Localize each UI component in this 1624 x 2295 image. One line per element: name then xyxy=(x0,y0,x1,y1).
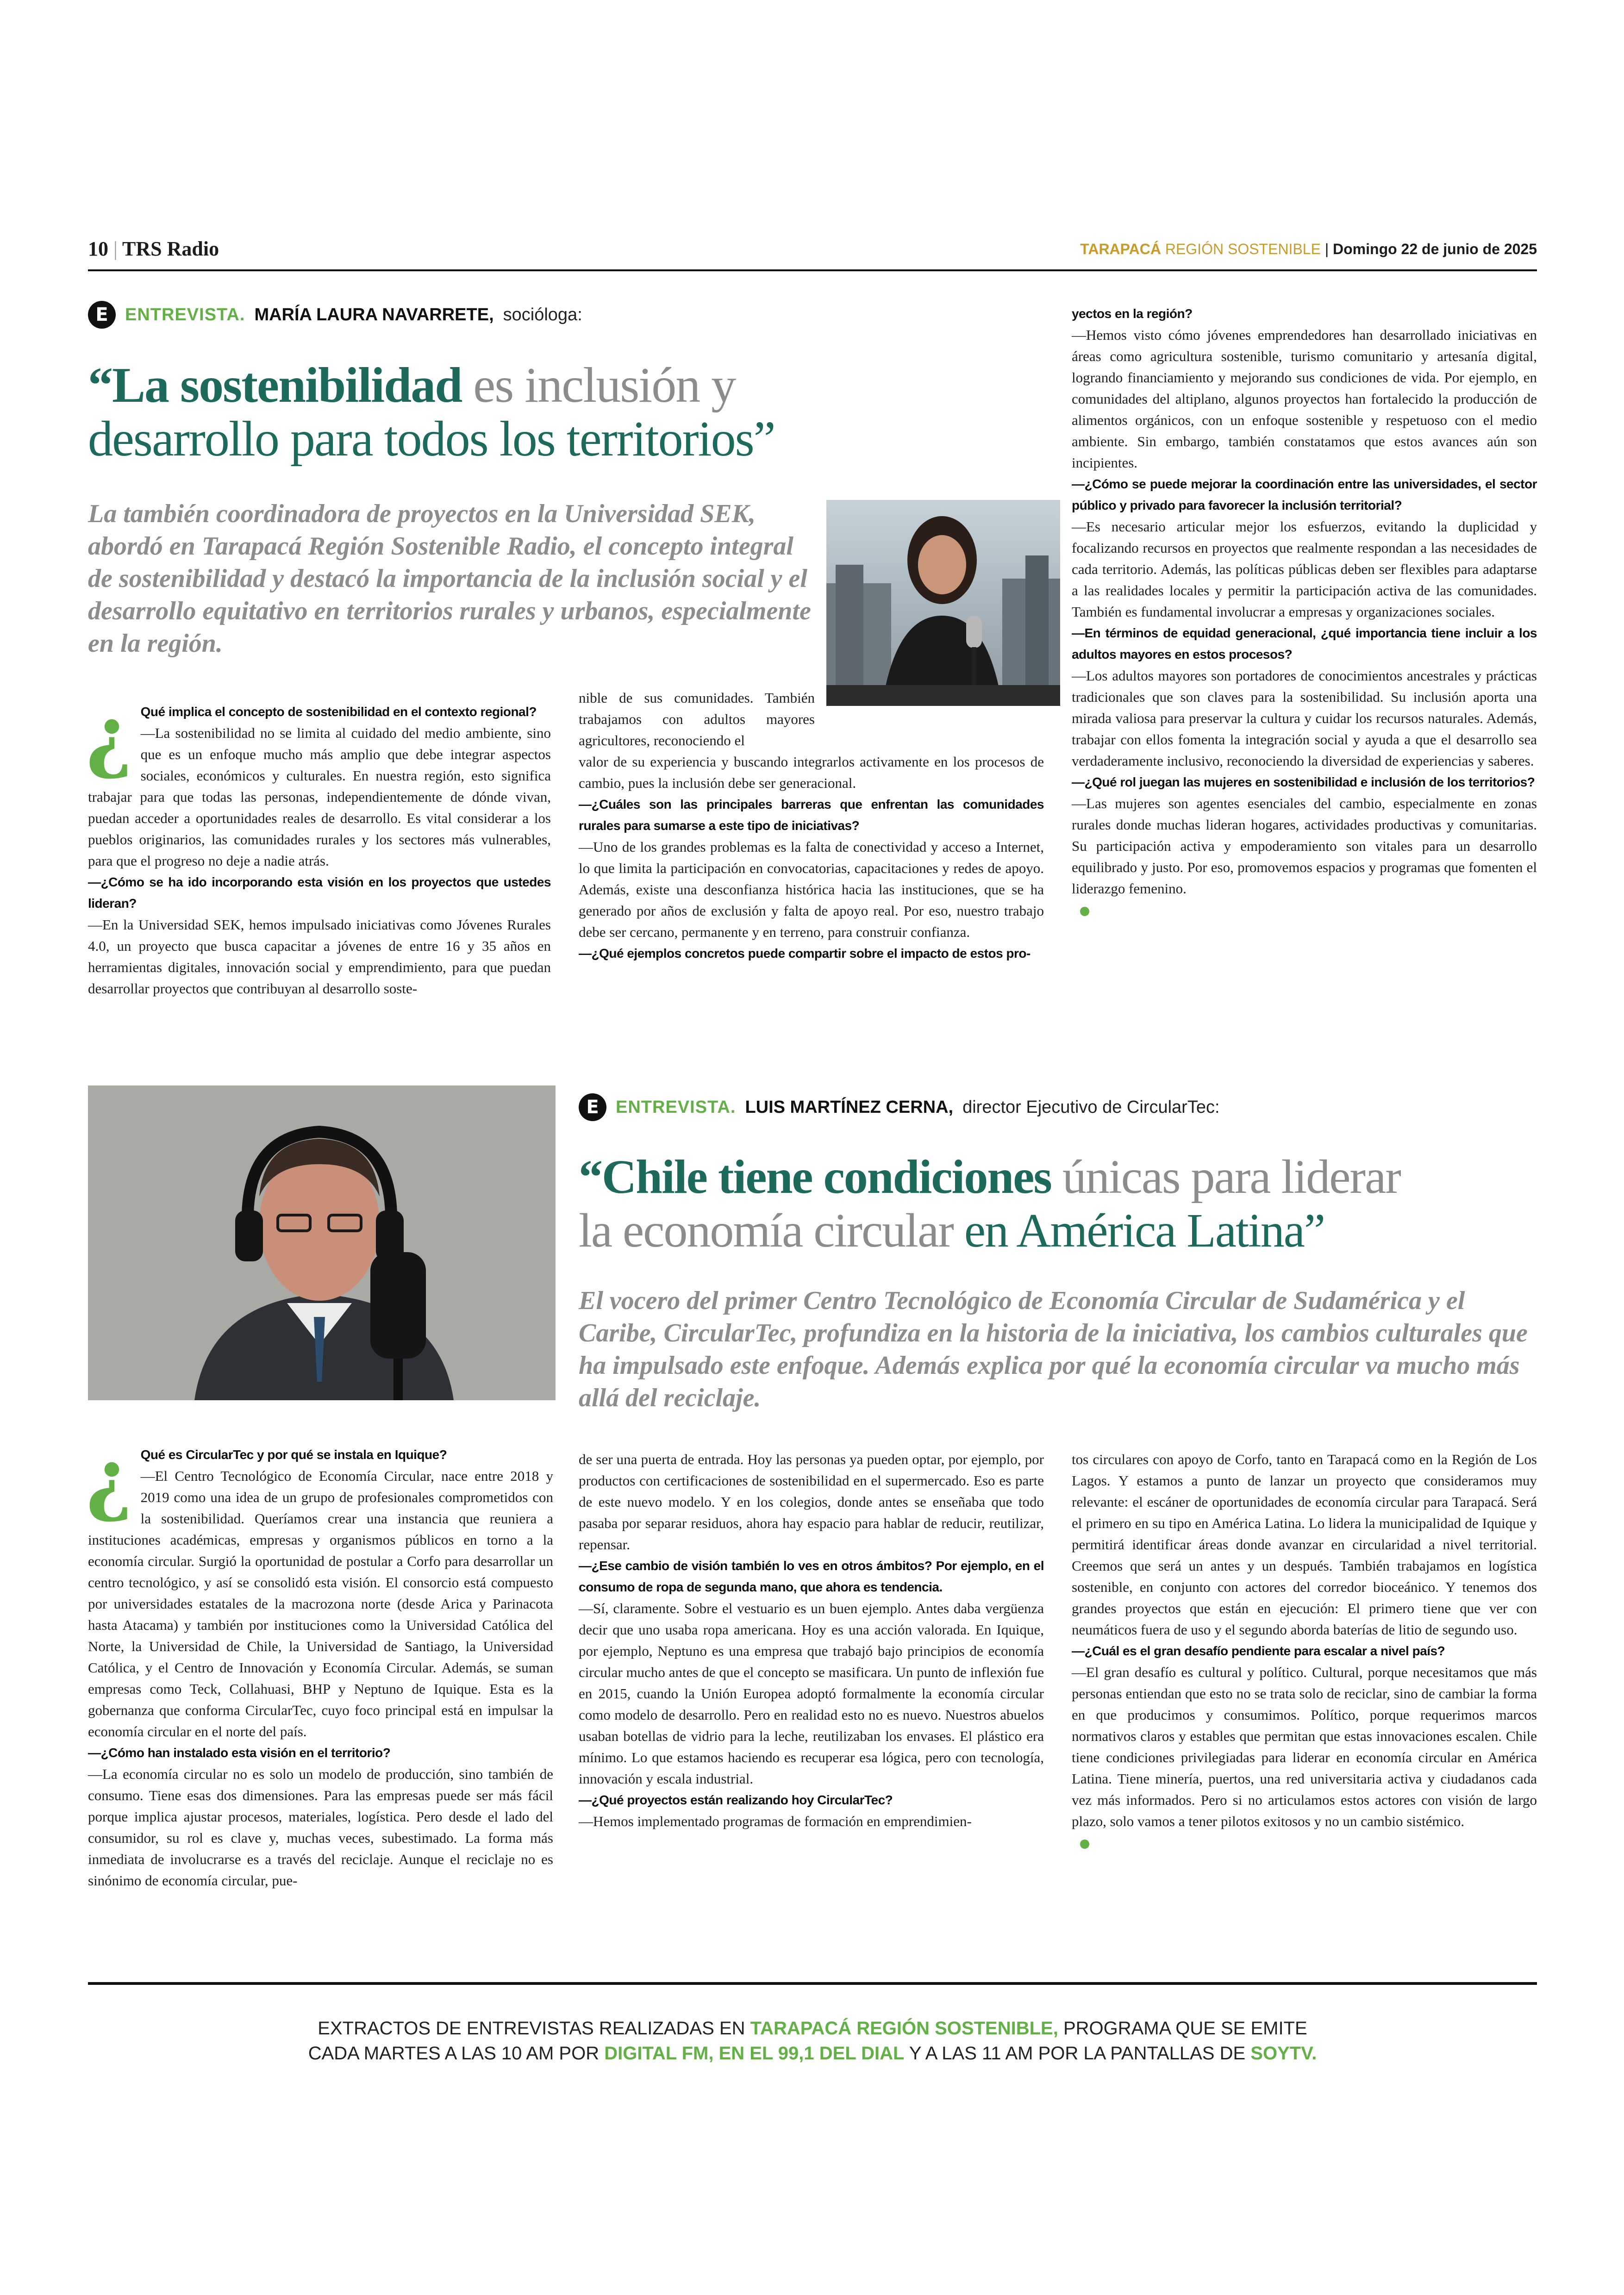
article1-headline xyxy=(88,359,1060,466)
footer-text: CADA MARTES A LAS 10 AM POR xyxy=(308,2043,600,2064)
answer: —El Centro Tecnológico de Economía Circular, nace entre 2018 y 2019 como una idea de un grupo de profesionales comprometidos con la sostenibilidad. Queríamos crear una instancia que reuniera a instituciones académicas, empresas y organismos públicos en torno a la economía circular. Surgió la oportunidad de postular a Corfo para desarrollar un centro tecnológico, y así se consolidó esta visión. El consorcio está compuesto por universidades estatales de la macrozona norte (desde Arica y Parinacota hasta Atacama) y también por instituciones como la Universidad Católica del Norte, la Universidad de Chile, la Universidad de Santiago, la Universidad Católica, y el Centro de Innovación y Economía Circular. Además, se suman empresas como Teck, Collahuasi, BHP y Neptuno de Iquique. Esta es la gobernanza que conforma CircularTec, cuyo foco principal está en impulsar la economía circular en el norte del país. xyxy=(88,1468,553,1740)
kicker-role: director Ejecutivo de CircularTec: xyxy=(962,1097,1220,1117)
end-mark-icon xyxy=(1080,907,1089,916)
qa-block xyxy=(88,872,551,999)
answer: —Los adultos mayores son portadores de conocimientos ancestrales y prácticas tradicionales que son claves para la sostenibilidad. Su inclusión aporta una mirada valiosa para preservar la cultura y cuidar los recursos naturales. Además, trabajar con ellos fomenta la integración social y ayuda a que el desarrollo sea verdaderamente inclusivo, reconociendo la diversidad de experiencias y saberes. xyxy=(1072,667,1537,769)
article1-column-3 xyxy=(1072,303,1537,921)
kicker-label: ENTREVISTA. xyxy=(616,1097,736,1117)
article1-column-2 xyxy=(579,687,1044,964)
brand-strong: TARAPACÁ xyxy=(1080,241,1161,257)
answer: tos circulares con apoyo de Corfo, tanto en Tarapacá como en la Región de Los Lagos. Y estamos a punto de lanzar un proyecto que consideramos muy relevante: el escáner de oportunidades de economía circular para Tarapacá. Será el primero en su tipo en América Latina. Lo lidera la municipalidad de Iquique y permitirá identificar áreas donde avanzar en circularidad a nivel territorial. Creemos que será un antes y un después. También trabajamos en logística sostenible, en conjunto con actores del corredor bioceánico. Y tenemos dos grandes proyectos que están en ejecución: El primero tiene que ver con neumáticos fuera de uso y el segundo aborda baterías de litio de segundo uso. xyxy=(1072,1451,1537,1638)
article2-headline xyxy=(579,1150,1537,1258)
question-mark-icon: ¿ xyxy=(86,1433,132,1525)
footer-text: Y A LAS 11 AM POR LA PANTALLAS DE xyxy=(909,2043,1246,2064)
section-name: TRS Radio xyxy=(122,237,219,260)
question: —¿Cómo se ha ido incorporando esta visión en los proyectos que ustedes lideran? xyxy=(88,875,551,911)
qa-block xyxy=(1072,1449,1537,1640)
end-mark-icon xyxy=(1080,1840,1089,1849)
kicker-role: socióloga: xyxy=(503,305,582,324)
question-mark-icon: ¿ xyxy=(86,690,132,782)
question: —¿Qué rol juegan las mujeres en sostenibilidad e inclusión de los territorios? xyxy=(1072,775,1535,789)
headline-rest: únicas para liderar xyxy=(1051,1150,1400,1204)
qa-block xyxy=(1072,303,1537,474)
kicker-label: ENTREVISTA. xyxy=(125,305,245,324)
qa-block xyxy=(579,1790,1044,1832)
answer: —En la Universidad SEK, hemos impulsado iniciativas como Jóvenes Rurales 4.0, un proyecto que busca capacitar a jóvenes de entre 16 y 35 años en herramientas digitales, innovación social y emprendimiento, para que puedan desarrollar proyectos que contribuyan al desarrollo soste- xyxy=(88,917,551,997)
footer-station: DIGITAL FM, EN EL 99,1 DEL DIAL xyxy=(604,2043,905,2064)
question: —¿Cómo se puede mejorar la coordinación entre las universidades, el sector público y privado para favorecer la inclusión territorial? xyxy=(1072,477,1537,512)
article1-photo xyxy=(826,500,1060,706)
issue-date: Domingo 22 de junio de 2025 xyxy=(1333,241,1537,257)
question: Qué implica el concepto de sostenibilidad en el contexto regional? xyxy=(140,705,537,719)
answer: —Las mujeres son agentes esenciales del cambio, especialmente en zonas rurales donde muchas lideran hogares, actividades productivas y comunitarias. Su participación activa y empoderamiento son vitales para un desarrollo equilibrado y justo. Por eso, promovemos espacios y programas que fomenten el liderazgo femenino. xyxy=(1072,795,1537,897)
article2-column-3 xyxy=(1072,1449,1537,1853)
answer: —Es necesario articular mejor los esfuerzos, evitando la duplicidad y focalizando recursos en proyectos que realmente respondan a las necesidades de cada territorio. Además, las políticas públicas deben ser flexibles para adaptarse a las realidades locales y permitir la participación activa de las comunidades. También es fundamental involucrar a empresas y organizaciones sociales. xyxy=(1072,518,1537,620)
interview-badge: E xyxy=(579,1093,606,1121)
footer-channel: SOYTV. xyxy=(1250,2043,1317,2064)
answer: —La economía circular no es solo un modelo de producción, sino también de consumo. Tiene esas dos dimensiones. Para las empresas puede ser más fácil porque implica ajustar procesos, materiales, logística. Pero desde el lado del consumidor, su rol es clave y, muchas veces, subestimado. La forma más inmediata de involucrarse es a través del reciclaje. Aunque el reciclaje no es sinónimo de economía circular, pue- xyxy=(88,1766,553,1889)
headline-line2-teal: en América Latina” xyxy=(964,1204,1325,1257)
question: —¿Ese cambio de visión también lo ves en otros ámbitos? Por ejemplo, en el consumo de ropa de segunda mano, que ahora es tendencia. xyxy=(579,1559,1044,1594)
article2-column-1 xyxy=(88,1430,553,1891)
portrait-image xyxy=(826,500,1060,706)
page-header: 10 | TRS Radio TARAPACÁ REGIÓN SOSTENIBLE | Domingo 22 de junio de 2025 xyxy=(88,237,1537,260)
answer: —La sostenibilidad no se limita al cuidado del medio ambiente, sino que es un enfoque mucho más amplio que debe integrar aspectos sociales, económicos y culturales. En nuestra región, esto significa trabajar para que todas las personas, independientemente de dónde vivan, puedan acceder a oportunidades reales de desarrollo. Es vital considerar a los pueblos originarios, las comunidades rurales y los sectores más vulnerables, para que el progreso no deje a nadie atrás. xyxy=(88,725,551,869)
footer-text: EXTRACTOS DE ENTREVISTAS REALIZADAS EN xyxy=(318,2018,745,2039)
answer: —El gran desafío es cultural y político. Cultural, porque necesitamos que más personas entiendan que esto no se trata solo de reciclar, sino de cambiar la forma en que producimos y consumimos. Político, porque requerimos marcos normativos claros y estables que permitan que estas innovaciones escalen. Chile tiene condiciones privilegiadas para liderar en economía circular en América Latina. Tiene minería, puertos, una red universitaria activa y ciudadanos cada vez más informados. Pero si no articulamos estos actores con visión de largo plazo, solo vamos a tener pilotos exitosos y no un cambio sistémico. xyxy=(1072,1664,1537,1829)
question: yectos en la región? xyxy=(1072,306,1193,321)
question: —¿Qué proyectos están realizando hoy CircularTec? xyxy=(579,1793,893,1807)
article1-kicker xyxy=(88,301,582,329)
qa-block xyxy=(1072,474,1537,623)
kicker-name: MARÍA LAURA NAVARRETE, xyxy=(254,305,494,324)
answer: —Hemos visto cómo jóvenes emprendedores han desarrollado iniciativas en áreas como agricultura sostenible, turismo comunitario y artesanía digital, logrando financiamiento y mejorando sus condiciones de vida. Por ejemplo, en comunidades del altiplano, algunos proyectos han fortalecido la producción de alimentos orgánicos, con un enfoque sostenible y respetuoso con el medio ambiente. Sin embargo, también constatamos que estos avances aún son incipientes. xyxy=(1072,327,1537,471)
interview-badge: E xyxy=(88,301,116,329)
qa-block xyxy=(579,1449,1044,1555)
kicker-name: LUIS MARTÍNEZ CERNA, xyxy=(745,1097,954,1117)
footer-text: PROGRAMA QUE SE EMITE xyxy=(1063,2018,1307,2039)
qa-block xyxy=(86,690,551,872)
brand-light: REGIÓN SOSTENIBLE xyxy=(1165,241,1321,257)
col2-intro-wide: valor de su experiencia y buscando integrarlos activamente en los procesos de cambio, pues la inclusión debe ser generacional. xyxy=(579,754,1044,791)
answer: —Sí, claramente. Sobre el vestuario es un buen ejemplo. Antes daba vergüenza decir que uno usaba ropa americana. Hoy es una acción valorada. En Iquique, por ejemplo, Neptuno es una empresa que trabajó bajo principios de economía circular mucho antes de que el concepto se masificara. Un punto de inflexión fue en 2015, cuando la Unión Europea adoptó formalmente la economía circular como modelo de desarrollo. Pero en realidad esto no es nuevo. Nuestros abuelos usaban botellas de vidrio para la leche, reutilizaban los envases. El plástico era mínimo. Lo que estamos haciendo es recuperar esa lógica, pero con tecnología, innovación y escala industrial. xyxy=(579,1600,1044,1787)
qa-block xyxy=(88,1742,553,1891)
headline-rest: es inclusión y xyxy=(462,358,736,413)
qa-block xyxy=(579,1555,1044,1790)
article1-lead: La también coordinadora de proyectos en la Universidad SEK, abordó en Tarapacá Región Sostenible Radio, el concepto integral de sostenibilidad y destacó la importancia de la inclusión social y el desarrollo equitativo en territorios rurales y urbanos, especialmente en la región. xyxy=(88,499,811,658)
qa-block xyxy=(1072,623,1537,772)
footer-promo xyxy=(88,2016,1537,2066)
qa-block xyxy=(579,794,1044,943)
qa-block xyxy=(1072,772,1537,921)
answer: —Hemos implementado programas de formación en emprendimien- xyxy=(579,1813,972,1829)
answer: —Uno de los grandes problemas es la falta de conectividad y acceso a Internet, lo que limita la participación en convocatorias, capacitaciones y redes de apoyo. Además, existe una desconfianza histórica hacia las instituciones, que se ha generado por años de exclusión y falta de apoyo real. Por eso, nuestro trabajo debe ser cercano, permanente y en terreno, para construir confianza. xyxy=(579,839,1044,940)
question: —¿Cómo han instalado esta visión en el territorio? xyxy=(88,1746,391,1760)
footer-program: TARAPACÁ REGIÓN SOSTENIBLE, xyxy=(750,2018,1058,2039)
qa-block xyxy=(1072,1640,1537,1853)
headline-line2: desarrollo para todos los territorios” xyxy=(88,412,775,467)
headline-bold: “Chile tiene condiciones xyxy=(579,1150,1051,1204)
article2-kicker xyxy=(579,1093,1220,1121)
portrait-image xyxy=(88,1085,556,1400)
question: —¿Cuál es el gran desafío pendiente para escalar a nivel país? xyxy=(1072,1644,1445,1658)
footer-rule xyxy=(88,1982,1537,1985)
answer: de ser una puerta de entrada. Hoy las personas ya pueden optar, por ejemplo, por productos con certificaciones de sostenibilidad en el supermercado. Eso es parte de este nuevo modelo. Y en los colegios, donde antes se enseñaba que todo pasaba por separar residuos, ahora hay espacio para hablar de reducir, reutilizar, repensar. xyxy=(579,1451,1044,1553)
col2-intro: nible de sus comunidades. También trabajamos con adultos mayores agricultores, reconociendo el xyxy=(579,690,815,748)
qa-block xyxy=(86,1433,553,1742)
question: —¿Cuáles son las principales barreras que enfrentan las comunidades rurales para sumarse a este tipo de iniciativas? xyxy=(579,797,1044,833)
article2-column-2 xyxy=(579,1449,1044,1832)
headline-bold: “La sostenibilidad xyxy=(88,358,462,413)
question: —¿Qué ejemplos concretos puede compartir sobre el impacto de estos pro- xyxy=(579,946,1031,960)
question: —En términos de equidad generacional, ¿qué importancia tiene incluir a los adultos mayores en estos procesos? xyxy=(1072,626,1537,661)
article2-photo xyxy=(88,1085,556,1400)
article2-lead: El vocero del primer Centro Tecnológico de Economía Circular de Sudamérica y el Caribe, CircularTec, profundiza en la historia de la iniciativa, los cambios culturales que ha impulsado este enfoque. Además explica por qué la economía circular va mucho más allá del reciclaje. xyxy=(579,1286,1528,1412)
question: Qué es CircularTec y por qué se instala en Iquique? xyxy=(140,1447,447,1462)
header-rule xyxy=(88,269,1537,271)
article1-column-1 xyxy=(88,687,551,999)
page-number: 10 xyxy=(88,237,108,260)
qa-block xyxy=(579,943,1044,964)
headline-line2-light: la economía circular xyxy=(579,1204,964,1257)
